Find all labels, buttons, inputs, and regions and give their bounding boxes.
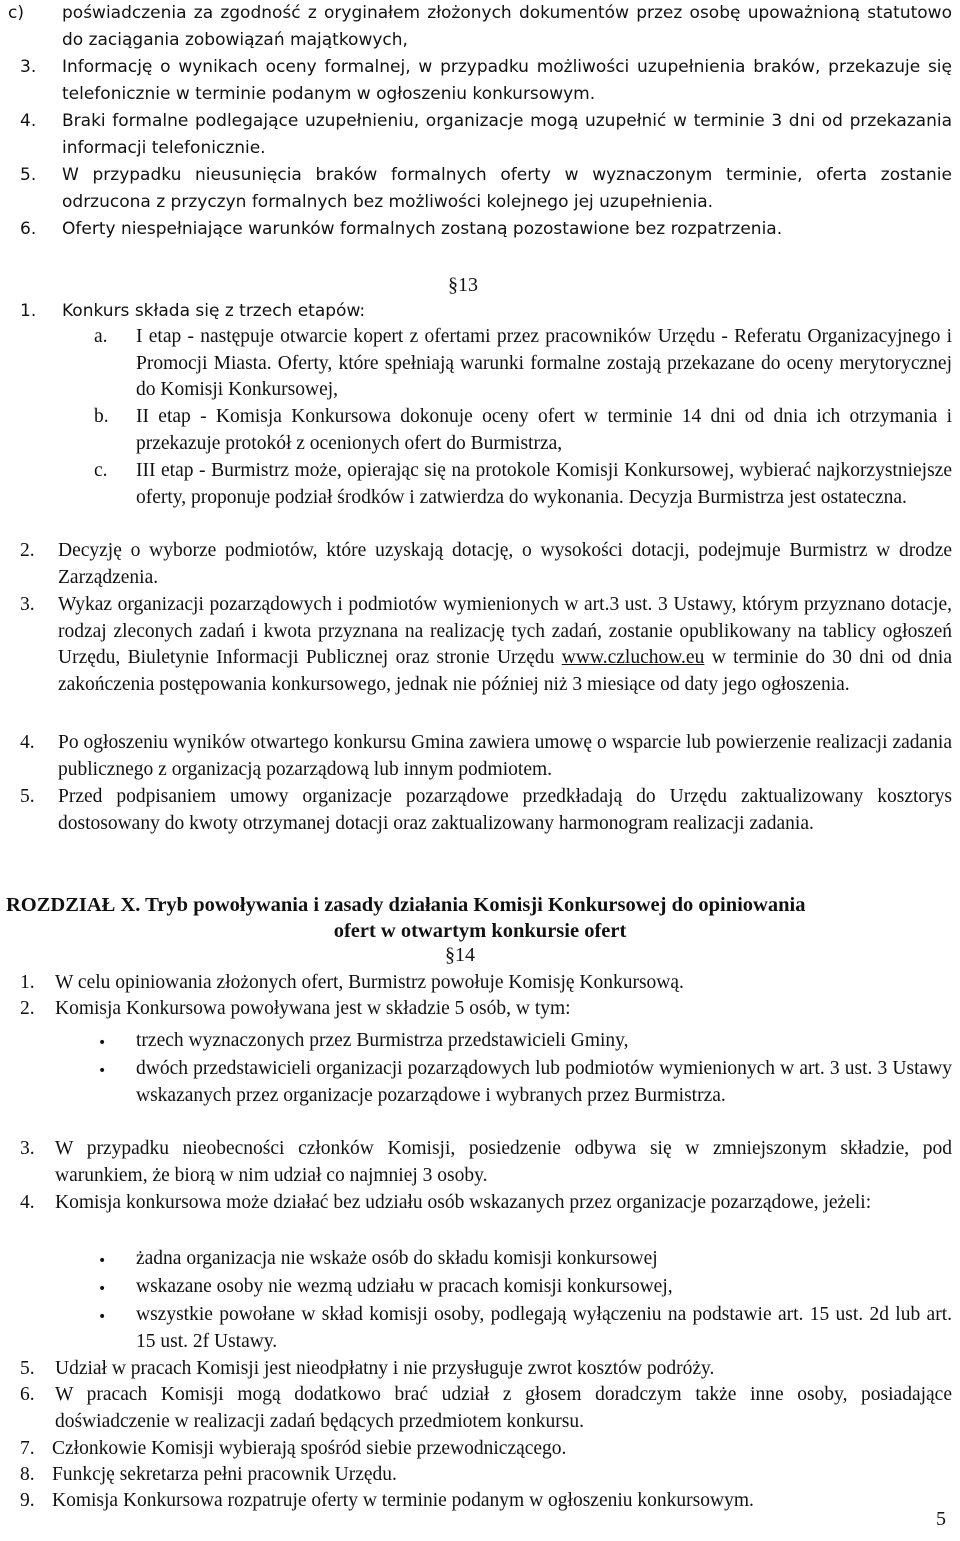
item-number: 5. [20,165,37,185]
bullet-icon: • [98,1281,107,1297]
item-text: Wykaz organizacji pozarządowych i podmiotów wymienionych w art.3 ust. 3 Ustawy, którym przyznano dotacje, rodzaj zleconych zadań i kwota przyznana na realizację tych zadań, zostanie opublikowany na tablicy ogłoszeń Urzędu, Biuletynie Informacji Publicznej oraz stronie Urzędu www.czluchow.eu w terminie do 30 dni od dnia zakończenia postępowania konkursowego, jednak nie później niż 3 miesiące od daty jego ogłoszenia. [58,594,952,695]
bullet-text: wszystkie powołane w skład komisji osoby, podlegają wyłączeniu na podstawie art. 15 ust. 2d lub art. 15 ust. 2f Ustawy. [136,1304,952,1352]
item-text: Braki formalne podlegające uzupełnieniu, organizacje mogą uzupełnić w terminie 3 dni od przekazania informacji telefonicznie. [62,111,952,158]
item-text: Przed podpisaniem umowy organizacje pozarządowe przedkładają do Urzędu zaktualizowany kosztorys dostosowany do kwoty otrzymanej dotacji oraz zaktualizowany harmonogram realizacji zadania. [58,786,952,834]
bullet-text: trzech wyznaczonych przez Burmistrza przedstawicieli Gminy, [136,1030,629,1051]
item-number: 3. [20,594,35,615]
stage-text: II etap - Komisja Konkursowa dokonuje oceny ofert w terminie 14 dni od dnia ich otrzymania i przekazuje protokół z ocenionych ofert do Burmistrza, [136,406,952,454]
item-number: 1. [20,972,35,993]
bullet-icon: • [98,1063,107,1079]
item-text: Konkurs składa się z trzech etapów: [62,301,366,321]
bullet-text: żadna organizacja nie wskaże osób do składu komisji konkursowej [136,1248,658,1269]
paragraph-symbol: §13 [448,274,478,296]
stage-text: I etap - następuje otwarcie kopert z ofertami przez pracowników Urzędu - Referatu Organizacyjnego i Promocji Miasta. Oferty, które spełniają warunki formalne zostają przekazane do oceny merytorycznej do Komisji Konkursowej, [136,326,952,400]
item-number: 6. [20,1384,35,1405]
item-text: Oferty niespełniające warunków formalnych zostaną pozostawione bez rozpatrzenia. [62,219,783,239]
bullet-icon: • [98,1309,107,1325]
item-text: W celu opiniowania złożonych ofert, Burmistrz powołuje Komisję Konkursową. [55,972,684,993]
item-number: 5. [20,1358,35,1379]
item-number: 2. [20,540,35,561]
item-text: Komisja Konkursowa powoływana jest w składzie 5 osób, w tym: [55,998,571,1019]
bullet-text: wskazane osoby nie wezmą udziału w pracach komisji konkursowej, [136,1276,673,1297]
item-number: 5. [20,786,35,807]
paragraph-symbol: §14 [445,944,475,966]
item-number: 8. [20,1464,35,1485]
item-text: Komisja konkursowa może działać bez udziału osób wskazanych przez organizacje pozarządowe, jeżeli: [55,1192,872,1213]
bullet-icon: • [98,1253,107,1269]
bullet-text: dwóch przedstawicieli organizacji pozarządowych lub podmiotów wymienionych w art. 3 ust. 3 Ustawy wskazanych przez organizacje pozarządowe i wybranych przez Burmistrza. [136,1058,952,1106]
item-text: Komisja Konkursowa rozpatruje oferty w terminie podanym w ogłoszeniu konkursowym. [52,1490,754,1511]
chapter-heading-line2: ofert w otwartym konkursie ofert [333,920,627,942]
stage-letter: c. [94,460,108,481]
item-number: 1. [20,301,37,321]
item-number: 2. [20,998,35,1019]
item-number: 4. [20,732,35,753]
item-number: 4. [20,111,37,131]
item-text: W pracach Komisji mogą dodatkowo brać udział z głosem doradczym także inne osoby, posiadające doświadczenie w realizacji zadań będących przedmiotem konkursu. [55,1384,952,1432]
item-text: W przypadku nieusunięcia braków formalnych oferty w wyznaczonym terminie, oferta zostanie odrzucona z przyczyn formalnych bez możliwości kolejnego jej uzupełnienia. [62,165,952,212]
item-text: poświadczenia za zgodność z oryginałem złożonych dokumentów przez osobę upoważnioną statutowo do zaciągania zobowiązań majątkowych, [62,3,952,50]
item-number: 4. [20,1192,35,1213]
website-link[interactable]: www.czluchow.eu [561,647,705,668]
item-text: W przypadku nieobecności członków Komisji, posiedzenie odbywa się w zmniejszonym składzie, pod warunkiem, że biorą w nim udział co najmniej 3 osoby. [55,1138,952,1186]
item-number: 9. [20,1490,35,1511]
item-marker: c) [8,3,24,23]
item-number: 7. [20,1438,35,1459]
stage-letter: b. [94,406,109,427]
item-number: 3. [20,1138,35,1159]
item-number: 3. [20,57,37,77]
item-text: Udział w pracach Komisji jest nieodpłatny i nie przysługuje zwrot kosztów podróży. [55,1358,715,1379]
item-text: Po ogłoszeniu wyników otwartego konkursu Gmina zawiera umowę o wsparcie lub powierzenie realizacji zadania publicznego z organizacją pozarządową lub innym podmiotem. [58,732,952,780]
stage-letter: a. [94,326,108,347]
item-text: Informację o wynikach oceny formalnej, w przypadku możliwości uzupełnienia braków, przekazuje się telefonicznie w terminie podanym w ogłoszeniu konkursowym. [62,57,952,104]
stage-text: III etap - Burmistrz może, opierając się na protokole Komisji Konkursowej, wybierać najkorzystniejsze oferty, proponuje podział środków i zatwierdza do wykonania. Decyzja Burmistrza jest ostateczna. [136,460,952,508]
bullet-icon: • [98,1035,107,1051]
item-text: Funkcję sekretarza pełni pracownik Urzędu. [52,1464,397,1485]
item-text: Decyzję o wyborze podmiotów, które uzyskają dotację, o wysokości dotacji, podejmuje Burmistrz w drodze Zarządzenia. [58,540,952,588]
item-text: Członkowie Komisji wybierają spośród siebie przewodniczącego. [52,1438,567,1459]
chapter-heading-line1: ROZDZIAŁ X. Tryb powoływania i zasady działania Komisji Konkursowej do opiniowania [6,894,806,916]
page-number: 5 [936,1508,946,1530]
item-number: 6. [20,219,37,239]
